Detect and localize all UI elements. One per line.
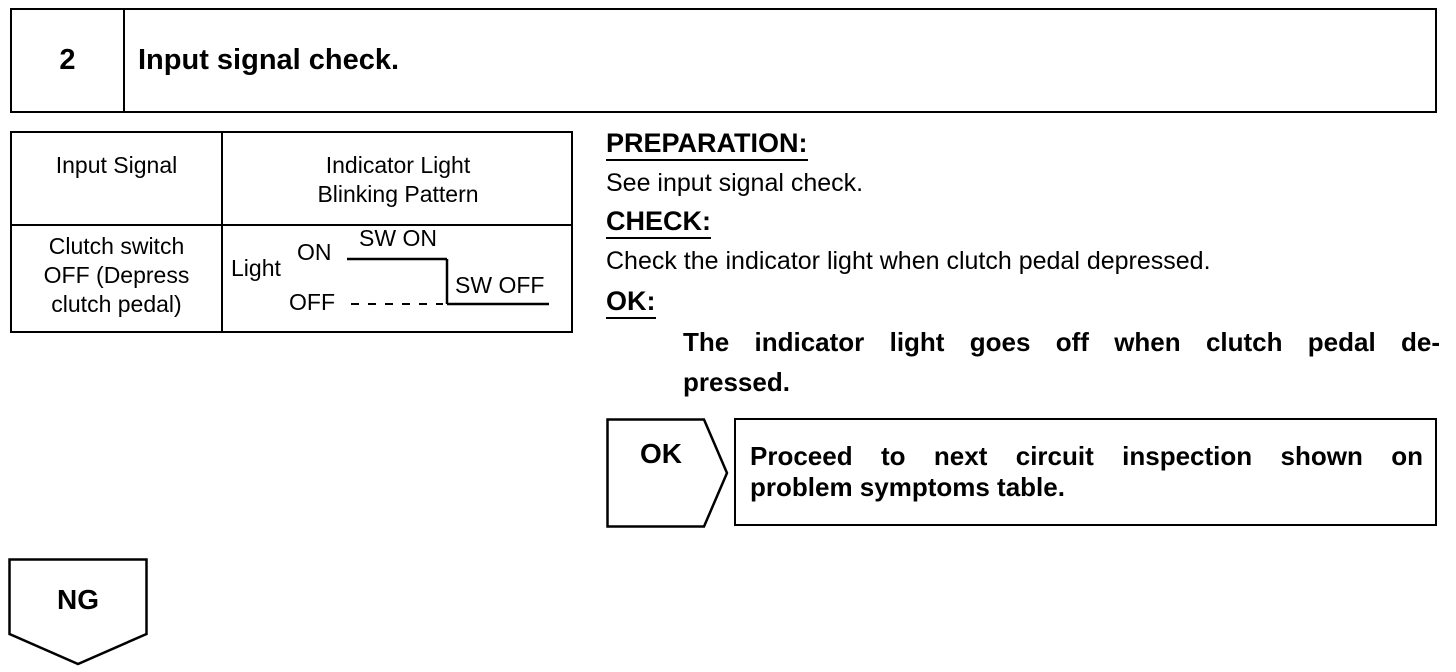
table-cell-signal: Clutch switch OFF (Depress clutch pedal)	[43, 233, 190, 317]
ok-label: OK:	[606, 286, 656, 319]
ok-arrow-icon	[606, 418, 730, 528]
step-header	[10, 8, 1437, 113]
step-title: Input signal check.	[138, 44, 400, 76]
preparation-label: PREPARATION:	[606, 128, 808, 161]
diagram-off-label: OFF	[289, 289, 335, 315]
ng-arrow-label: NG	[57, 584, 99, 615]
ok-result-text: Proceed to next circuit inspection shown on problem symptoms table.	[750, 441, 1423, 502]
diagram-sw-on-label: SW ON	[359, 226, 437, 251]
check-text: Check the indicator light when clutch pedal depressed.	[606, 247, 1211, 275]
ok-arrow-label: OK	[640, 438, 682, 469]
diagram-light-label: Light	[231, 255, 281, 281]
step-number: 2	[12, 10, 125, 111]
diagram-sw-off-label: SW OFF	[455, 272, 545, 298]
ok-criteria-text: The indicator light goes off when clutch pedal de- pressed.	[683, 327, 1440, 397]
diagram-on-label: ON	[297, 239, 332, 265]
check-label: CHECK:	[606, 206, 711, 239]
table-header-blinking-pattern: Indicator Light Blinking Pattern	[317, 152, 479, 207]
input-signal-table	[10, 131, 573, 333]
blinking-pattern-diagram	[223, 226, 573, 331]
ok-result-box	[734, 418, 1437, 526]
preparation-text: See input signal check.	[606, 169, 864, 197]
table-header-input-signal: Input Signal	[55, 152, 178, 178]
